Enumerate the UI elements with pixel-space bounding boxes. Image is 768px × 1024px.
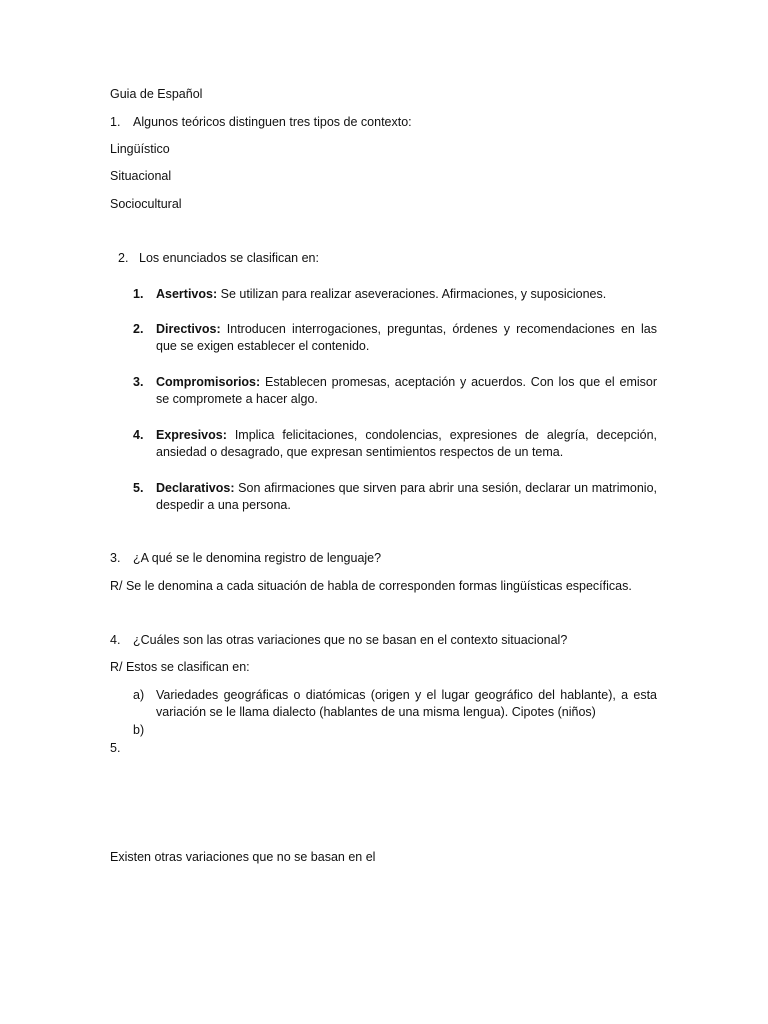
q4-text: ¿Cuáles son las otras variaciones que no se basan en el contexto situacional? [133, 633, 568, 647]
q2-text: Los enunciados se clasifican en: [139, 251, 319, 265]
q2-item-4 [156, 427, 657, 461]
q2-item-4-text: Implica felicitaciones, condolencias, expresiones de alegría, decepción, ansiedad o desagrado, que expresan sentimientos respectos de un tema. [156, 428, 657, 459]
q1-item-situacional: Situacional [110, 169, 172, 183]
q2-item-5-text: Son afirmaciones que sirven para abrir una sesión, declarar un matrimonio, despedir a una persona. [156, 481, 657, 512]
q2-item-3-term: Compromisorios: [156, 375, 261, 389]
q5-number: 5. [110, 741, 121, 755]
q3-text: ¿A qué se le denomina registro de lenguaje? [133, 551, 382, 565]
q2-item-2 [156, 321, 657, 355]
q4-item-b-letter: b) [133, 723, 145, 737]
q1-number: 1. [110, 115, 121, 129]
q2-item-5-term: Declarativos: [156, 481, 235, 495]
q4-answer: R/ Estos se clasifican en: [110, 660, 250, 674]
q2-item-1-text: Se utilizan para realizar aseveraciones. Afirmaciones, y suposiciones. [217, 287, 607, 301]
q2-item-1-term: Asertivos: [156, 287, 218, 301]
q2-item-3-number: 3. [133, 375, 144, 389]
q2-item-4-number: 4. [133, 428, 144, 442]
q2-item-4-term: Expresivos: [156, 428, 227, 442]
q2-item-2-term: Directivos: [156, 322, 221, 336]
page-title: Guia de Español [110, 87, 203, 101]
q2-item-3 [156, 374, 657, 408]
q2-item-5-number: 5. [133, 481, 144, 495]
q2-item-5 [156, 480, 657, 514]
q2-item-2-text: Introducen interrogaciones, preguntas, órdenes y recomendaciones en las que se exigen establecer el contenido. [156, 322, 657, 353]
q2-item-1-number: 1. [133, 287, 144, 301]
q2-item-1 [156, 286, 657, 303]
q1-item-sociocultural: Sociocultural [110, 197, 182, 211]
trailing-text: Existen otras variaciones que no se basan en el [110, 850, 376, 864]
q2-number: 2. [118, 251, 129, 265]
q4-item-a-letter: a) [133, 688, 145, 702]
q1-text: Algunos teóricos distinguen tres tipos de contexto: [133, 115, 412, 129]
q2-item-2-number: 2. [133, 322, 144, 336]
q2-item-3-text: Establecen promesas, aceptación y acuerdos. Con los que el emisor se compromete a hacer algo. [156, 375, 657, 406]
q3-answer: R/ Se le denomina a cada situación de habla de corresponden formas lingüísticas específicas. [110, 579, 632, 593]
q3-number: 3. [110, 551, 121, 565]
q1-item-linguistico: Lingüístico [110, 142, 170, 156]
q4-number: 4. [110, 633, 121, 647]
q4-item-a-text: Variedades geográficas o diatómicas (origen y el lugar geográfico del hablante), a esta variación se le llama dialecto (hablantes de una misma lengua). Cipotes (niños) [156, 688, 657, 719]
